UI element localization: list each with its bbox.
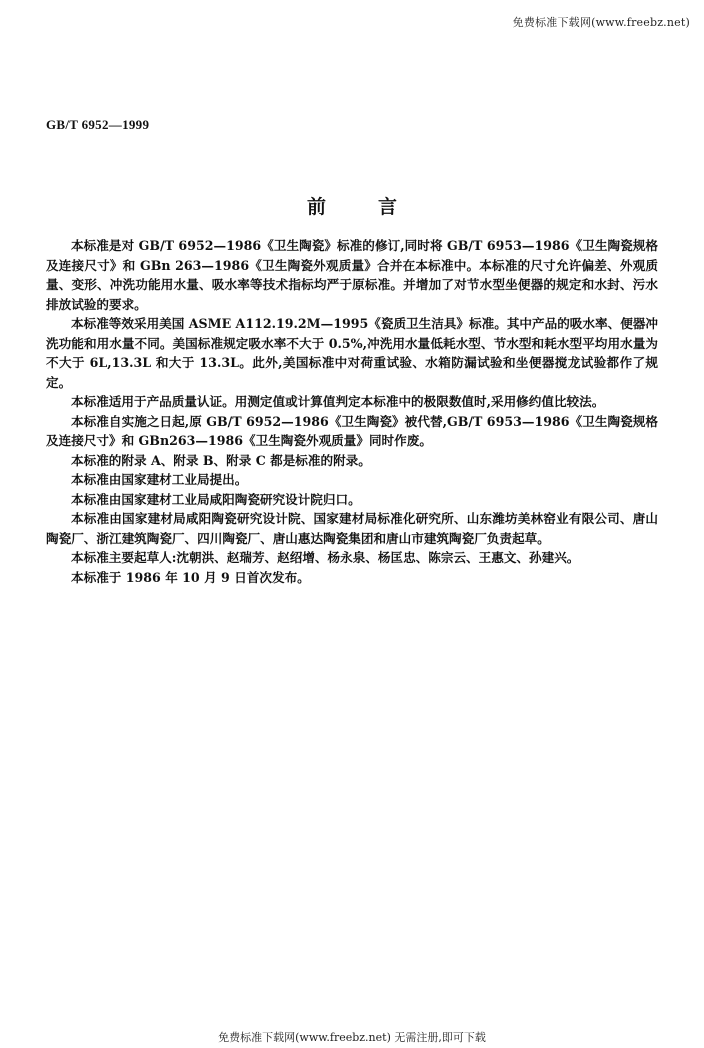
paragraph-administrator: 本标准由国家建材工业局咸阳陶瓷研究设计院归口。 bbox=[71, 491, 361, 507]
paragraph-appendices: 本标准的附录 A、附录 B、附录 C 都是标准的附录。 bbox=[71, 452, 371, 468]
paragraph-first-release: 本标准于 1986 年 10 月 9 日首次发布。 bbox=[71, 569, 310, 585]
paragraph-replacement: 本标准自实施之日起,原 GB/T 6952—1986《卫生陶瓷》被代替,GB/T 6953—1986《卫生陶瓷规格及连接尺寸》和 GBn263—1986《卫生陶瓷外观质量》同时作废。 bbox=[46, 413, 658, 448]
page-title: 前言 bbox=[306, 196, 449, 218]
foreword-body bbox=[46, 236, 658, 587]
paragraph-scope: 本标准适用于产品质量认证。用测定值或计算值判定本标准中的极限数值时,采用修约值比较法。 bbox=[71, 394, 605, 409]
standard-code: GB/T 6952—1999 bbox=[46, 117, 150, 132]
watermark-bottom: 免费标准下载网(www.freebz.net) 无需注册,即可下载 bbox=[218, 1031, 486, 1044]
paragraph-revision: 本标准是对 GB/T 6952—1986《卫生陶瓷》标准的修订,同时将 GB/T 6953—1986《卫生陶瓷规格及连接尺寸》和 GBn 263—1986《卫生陶瓷外观质量》合并在本标准中。本标准的尺寸允许偏差、外观质量、变形、冲洗功能用水量、吸水率等技术指标均严于原标准。并增加了对节水型坐便器的规定和水封、污水排放试验的要求。 bbox=[46, 238, 658, 312]
paragraph-equivalence: 本标准等效采用美国 ASME A112.19.2M—1995《瓷质卫生洁具》标准。其中产品的吸水率、便器冲洗功能和用水量不同。美国标准规定吸水率不大于 0.5%,冲洗用水量低耗水型、节水型和耗水型平均用水量为不大于 6L,13.3L 和大于 13.3L。此外,美国标准中对荷重试验、水箱防漏试验和坐便器搅龙试验都作了规定。 bbox=[46, 316, 658, 390]
watermark-top: 免费标准下载网(www.freebz.net) bbox=[512, 16, 690, 29]
paragraph-drafting-units: 本标准由国家建材局咸阳陶瓷研究设计院、国家建材局标准化研究所、山东潍坊美林窑业有限公司、唐山陶瓷厂、浙江建筑陶瓷厂、四川陶瓷厂、唐山惠达陶瓷集团和唐山市建筑陶瓷厂负责起草。 bbox=[46, 511, 658, 546]
paragraph-drafters: 本标准主要起草人:沈朝洪、赵瑞芳、赵绍增、杨永泉、杨匡忠、陈宗云、王惠文、孙建兴。 bbox=[71, 550, 580, 565]
paragraph-proposer: 本标准由国家建材工业局提出。 bbox=[71, 472, 248, 487]
